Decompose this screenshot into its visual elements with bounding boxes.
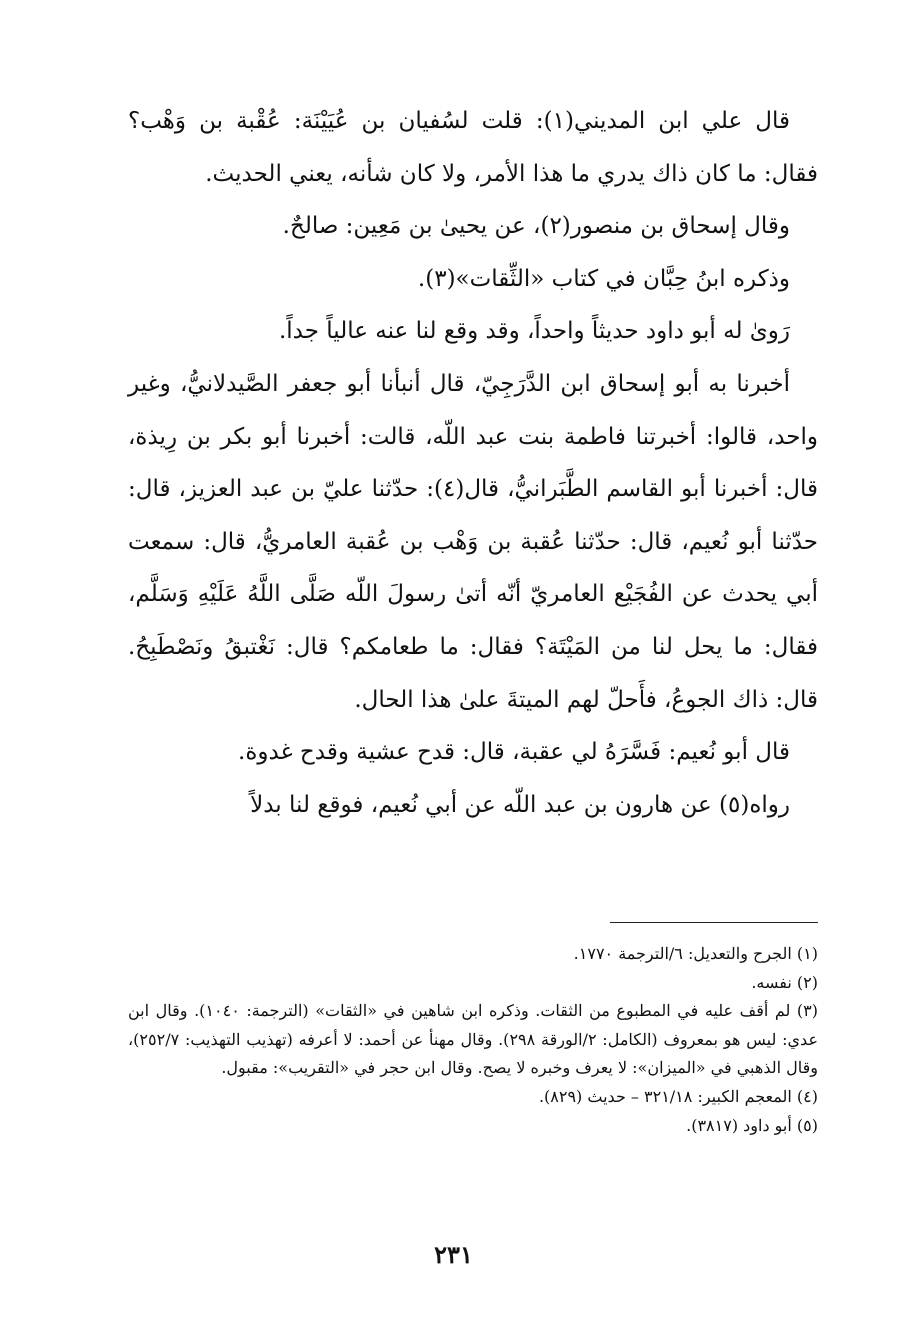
paragraph-abu-nuaym: قال أبو نُعيم: فَسَّرَهُ لي عقبة، قال: قدح عشية وقدح غدوة. bbox=[238, 739, 790, 766]
paragraph-rawahu: رواه(٥) عن هارون بن عبد اللّه عن أبي نُعيم، فوقع لنا بدلاً bbox=[250, 791, 790, 818]
main-text bbox=[128, 95, 818, 831]
footnote-4: (٤) المعجم الكبير: ٣٢١/١٨ – حديث (٨٢٩). bbox=[538, 1086, 818, 1106]
footnotes bbox=[128, 940, 818, 1140]
paragraph-ishaq-bin-mansur: وقال إسحاق بن منصور(٢)، عن يحيىٰ بن مَعِين: صالحٌ. bbox=[282, 213, 790, 240]
paragraph-ibn-madini: قال علي ابن المديني(١): قلت لسُفيان بن عُيَيْنَة: عُقْبة بن وَهْب؟ فقال: ما كان ذاك يدري ما هذا الأمر، ولا كان شأنه، يعني الحديث. bbox=[128, 108, 818, 187]
footnote-separator bbox=[610, 922, 818, 923]
paragraph-ibn-hibban: وذكره ابنُ حِبَّان في كتاب «الثِّقات»(٣). bbox=[417, 265, 790, 292]
footnote-3: (٣) لم أقف عليه في المطبوع من الثقات. وذكره ابن شاهين في «الثقات» (الترجمة: ١٠٤٠). وقال ابن عدي: ليس هو بمعروف (الكامل: ٢/الورقة ٢٩٨). وقال مهنأ عن أحمد: لا أعرفه (تهذيب التهذيب: ٢٥٢/٧)، وقال الذهبي في «الميزان»: لا يعرف وخبره لا يصح. وقال ابن حجر في «التقريب»: مقبول. bbox=[128, 1001, 819, 1078]
footnote-2: (٢) نفسه. bbox=[751, 972, 818, 992]
page-number: ٢٣١ bbox=[434, 1240, 473, 1269]
footnote-5: (٥) أبو داود (٣٨١٧). bbox=[686, 1115, 818, 1135]
paragraph-abu-dawud: رَوىٰ له أبو داود حديثاً واحداً، وقد وقع لنا عنه عالياً جداً. bbox=[278, 318, 790, 345]
paragraph-hadith-chain: أخبرنا به أبو إسحاق ابن الدَّرَجِيّ، قال أنبأنا أبو جعفر الصَّيدلانيُّ، وغير واحد، قالوا: أخبرتنا فاطمة بنت عبد اللّه، قالت: أخبرنا أبو بكر بن رِيذة، قال: أخبرنا أبو القاسم الطَّبَرانيُّ، قال(٤): حدّثنا عليّ بن عبد العزيز، قال: حدّثنا أبو نُعيم، قال: حدّثنا عُقبة بن وَهْب بن عُقبة العامريُّ، قال: سمعت أبي يحدث عن الفُجَيْع العامريّ أنّه أتىٰ رسولَ اللّه صَلَّى اللَّهُ عَلَيْهِ وَسَلَّم، فقال: ما يحل لنا من المَيْتَة؟ فقال: ما طعامكم؟ قال: نَغْتبقُ ونَصْطَبِحُ. قال: ذاك الجوعُ، فأَحلّ لهم الميتةَ علىٰ هذا الحال. bbox=[128, 370, 818, 713]
footnote-1: (١) الجرح والتعديل: ٦/الترجمة ١٧٧٠. bbox=[573, 944, 818, 963]
